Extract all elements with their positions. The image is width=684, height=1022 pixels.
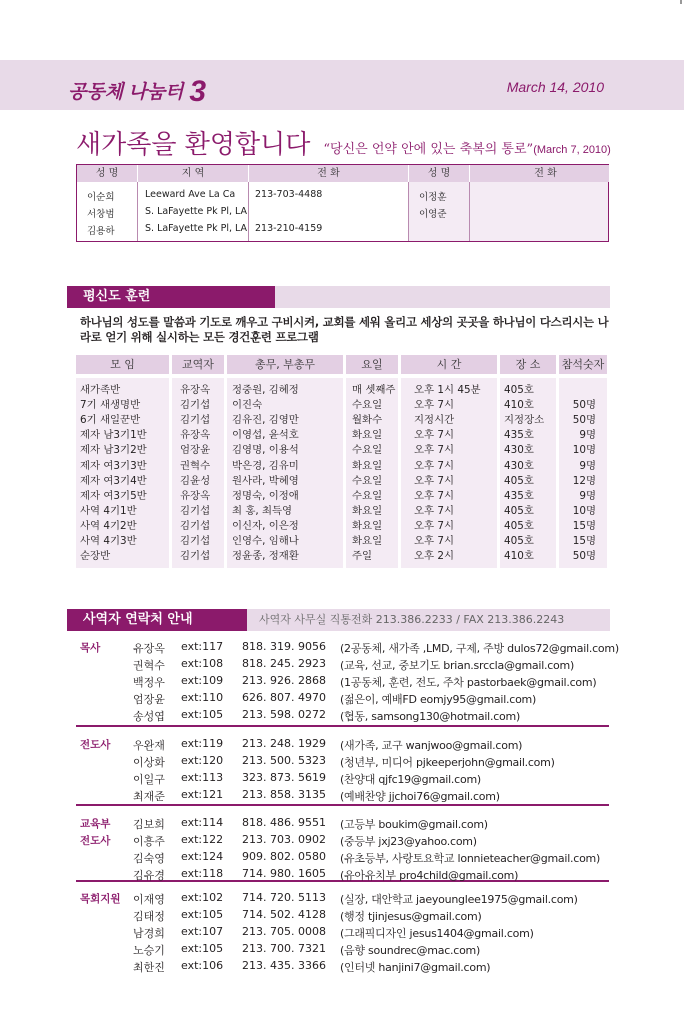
new-family-header: 전 화 bbox=[249, 165, 408, 182]
contact-ext: ext:121 bbox=[181, 788, 224, 802]
contact-ext: ext:114 bbox=[181, 816, 224, 829]
office-phone: 사역자 사무실 직통전화 213.386.2233 / FAX 213.386.2243 bbox=[247, 609, 610, 631]
contact-name: 송성엽 bbox=[133, 710, 165, 724]
contact-note[interactable]: (예배찬양 jjchoi76@gmail.com) bbox=[340, 790, 500, 804]
new-family-phone: 213-210-4159 bbox=[255, 223, 323, 234]
training-cell-day: 화요일 bbox=[352, 459, 383, 472]
training-cell-place: 405호 bbox=[504, 384, 534, 396]
training-header-cell: 요일 bbox=[346, 355, 398, 374]
training-cell-count: 12명 bbox=[572, 474, 596, 487]
new-family-header: 지 역 bbox=[138, 165, 248, 182]
contact-note[interactable]: (인터넷 hanjini7@gmail.com) bbox=[340, 961, 491, 975]
contact-group-divider bbox=[76, 725, 609, 727]
contact-name: 김숙영 bbox=[133, 852, 165, 866]
contact-role: 전도사 bbox=[80, 739, 111, 751]
contact-ext: ext:105 bbox=[181, 908, 224, 922]
contact-note[interactable]: (청년부, 미디어 pjkeeperjohn@gmail.com) bbox=[340, 756, 555, 770]
training-cell-time: 오후 7시 bbox=[414, 429, 455, 442]
training-cell-day: 매 셋째주 bbox=[352, 384, 396, 396]
contact-role: 목회지원 bbox=[80, 893, 121, 905]
contact-name: 김유경 bbox=[133, 869, 165, 883]
contact-phone: 213. 248. 1929 bbox=[242, 737, 326, 750]
welcome-heading bbox=[76, 124, 611, 161]
contact-name: 유장옥 bbox=[133, 642, 165, 655]
contact-phone: 818. 245. 2923 bbox=[242, 657, 326, 671]
contact-note[interactable]: (교육, 선교, 중보기도 brian.srccla@gmail.com) bbox=[340, 659, 575, 673]
training-cell-day: 화요일 bbox=[352, 504, 383, 517]
training-cell-group: 사역 4기2반 bbox=[80, 519, 137, 532]
training-cell-count: 15명 bbox=[572, 535, 596, 547]
column-divider bbox=[469, 182, 470, 241]
contact-name: 이상화 bbox=[133, 756, 165, 770]
welcome-quote-date: (March 7, 2010) bbox=[533, 144, 611, 156]
welcome-title: 새가족을 환영합니다 bbox=[76, 130, 311, 160]
contact-name: 이일구 bbox=[133, 773, 165, 787]
training-cell-count: 50명 bbox=[572, 399, 596, 412]
training-cell-place: 410호 bbox=[504, 550, 534, 563]
contacts-title-bar bbox=[67, 609, 610, 631]
contact-ext: ext:119 bbox=[181, 737, 224, 750]
contact-phone: 213. 700. 7321 bbox=[242, 942, 326, 956]
new-family-area: Leeward Ave La Ca bbox=[145, 189, 236, 200]
contact-role: 목사 bbox=[80, 642, 101, 654]
contact-phone: 213. 703. 0902 bbox=[242, 833, 326, 847]
contact-note[interactable]: (찬양대 qjfc19@gmail.com) bbox=[340, 773, 481, 787]
new-family-area: S. LaFayette Pk Pl, LA bbox=[145, 223, 248, 234]
contact-phone: 714. 502. 4128 bbox=[242, 908, 326, 922]
training-cell-place: 435호 bbox=[504, 489, 534, 502]
training-cell-time: 오후 7시 bbox=[414, 459, 455, 472]
training-cell-leaders: 김유진, 김영만 bbox=[232, 414, 299, 427]
training-cell-pastor: 유장옥 bbox=[180, 384, 211, 396]
contact-ext: ext:118 bbox=[181, 867, 224, 881]
contact-ext: ext:109 bbox=[181, 674, 224, 688]
contact-name: 최재준 bbox=[133, 790, 165, 804]
contact-ext: ext:102 bbox=[181, 891, 224, 904]
contact-role: 전도사 bbox=[80, 835, 111, 847]
contact-name: 엄장윤 bbox=[133, 693, 165, 707]
contact-note[interactable]: (협동, samsong130@hotmail.com) bbox=[340, 710, 520, 724]
contact-name: 백정우 bbox=[133, 676, 165, 690]
contact-ext: ext:105 bbox=[181, 708, 224, 722]
training-header-cell: 총무, 부총무 bbox=[227, 355, 343, 374]
training-cell-place: 410호 bbox=[504, 399, 534, 412]
section-name: 공동체 나눔터 bbox=[68, 82, 184, 103]
contact-note[interactable]: (행정 tjinjesus@gmail.com) bbox=[340, 910, 482, 924]
training-cell-pastor: 김기섭 bbox=[180, 535, 211, 547]
training-cell-pastor: 유장옥 bbox=[180, 489, 211, 502]
contact-phone: 909. 802. 0580 bbox=[242, 850, 326, 864]
new-family-header: 성 명 bbox=[77, 165, 137, 182]
contact-name: 이재영 bbox=[133, 893, 165, 906]
contact-role: 교육부 bbox=[80, 818, 111, 830]
contact-phone: 714. 980. 1605 bbox=[242, 867, 326, 881]
training-cell-day: 월화수 bbox=[352, 414, 383, 427]
training-title-bar bbox=[67, 286, 610, 308]
training-cell-pastor: 권혁수 bbox=[180, 459, 211, 472]
training-cell-time: 지정시간 bbox=[414, 414, 455, 427]
training-cell-day: 주일 bbox=[352, 550, 373, 563]
training-cell-group: 순장반 bbox=[80, 550, 111, 563]
contact-ext: ext:113 bbox=[181, 771, 224, 785]
training-cell-count: 15명 bbox=[572, 519, 596, 532]
training-cell-leaders: 정윤종, 정재환 bbox=[232, 550, 299, 563]
contact-phone: 213. 926. 2868 bbox=[242, 674, 326, 688]
corner-mark bbox=[680, 0, 682, 4]
section-title bbox=[68, 72, 206, 106]
contact-ext: ext:110 bbox=[181, 691, 224, 705]
training-cell-place: 405호 bbox=[504, 519, 534, 532]
training-cell-day: 화요일 bbox=[352, 535, 383, 547]
training-cell-day: 수요일 bbox=[352, 489, 383, 502]
training-cell-pastor: 김기섭 bbox=[180, 414, 211, 427]
contact-phone: 626. 807. 4970 bbox=[242, 691, 326, 705]
training-cell-place: 405호 bbox=[504, 474, 534, 487]
training-header-cell: 참석숫자 bbox=[559, 355, 607, 374]
training-cell-leaders: 인영수, 임해나 bbox=[232, 535, 299, 547]
training-title: 평신도 훈련 bbox=[67, 286, 275, 308]
training-cell-leaders: 최 홍, 최득영 bbox=[232, 504, 293, 517]
issue-date: March 14, 2010 bbox=[506, 79, 604, 95]
new-family-header: 성 명 bbox=[409, 165, 469, 182]
training-cell-time: 오후 7시 bbox=[414, 444, 455, 457]
new-family-phone: 213-703-4488 bbox=[255, 189, 323, 200]
training-cell-leaders: 이진숙 bbox=[232, 399, 263, 412]
training-cell-group: 6기 새일꾼반 bbox=[80, 414, 141, 427]
contact-phone: 714. 720. 5113 bbox=[242, 891, 326, 904]
welcome-quote: “당신은 언약 안에 있는 축복의 통로” bbox=[323, 142, 534, 157]
training-cell-time: 오후 7시 bbox=[414, 489, 455, 502]
training-cell-group: 제자 여3기4반 bbox=[80, 474, 147, 487]
contact-name: 이흥주 bbox=[133, 835, 165, 849]
training-cell-group: 7기 새생명반 bbox=[80, 399, 141, 412]
training-title-band bbox=[275, 286, 610, 308]
new-family-name: 서창범 bbox=[87, 209, 115, 220]
training-cell-count: 9명 bbox=[579, 459, 596, 472]
training-cell-pastor: 김윤성 bbox=[180, 474, 211, 487]
training-header-cell: 모 임 bbox=[76, 355, 169, 374]
training-cell-time: 오후 7시 bbox=[414, 535, 455, 547]
column-divider bbox=[137, 182, 138, 241]
training-intro: 하나님의 성도를 말씀과 기도로 깨우고 구비시켜, 교회를 세워 올리고 세상의 곳곳을 하나님이 다스리시는 나라로 얻기 위해 실시하는 모든 경건훈련 프로그램 bbox=[80, 315, 609, 344]
training-cell-count: 50명 bbox=[572, 414, 596, 427]
training-cell-time: 오후 7시 bbox=[414, 519, 455, 532]
training-cell-leaders: 정명숙, 이정애 bbox=[232, 489, 299, 502]
contact-name: 노승기 bbox=[133, 944, 165, 958]
contact-phone: 323. 873. 5619 bbox=[242, 771, 326, 785]
new-family-table bbox=[76, 164, 609, 242]
training-cell-time: 오후 7시 bbox=[414, 504, 455, 517]
contact-phone: 213. 435. 3366 bbox=[242, 959, 326, 973]
training-cell-leaders: 이영섭, 윤석호 bbox=[232, 429, 299, 442]
contact-ext: ext:120 bbox=[181, 754, 224, 768]
contact-note[interactable]: (그래픽디자인 jesus1404@gmail.com) bbox=[340, 927, 534, 941]
training-cell-group: 제자 남3기2반 bbox=[80, 444, 147, 457]
contact-phone: 818. 486. 9551 bbox=[242, 816, 326, 829]
training-cell-place: 435호 bbox=[504, 429, 534, 442]
training-cell-leaders: 정중원, 김혜정 bbox=[232, 384, 299, 396]
training-cell-pastor: 김기섭 bbox=[180, 550, 211, 563]
training-cell-day: 화요일 bbox=[352, 519, 383, 532]
training-cell-group: 제자 여3기3반 bbox=[80, 459, 147, 472]
contact-phone: 213. 598. 0272 bbox=[242, 708, 326, 722]
training-cell-count: 10명 bbox=[572, 444, 596, 457]
training-cell-day: 수요일 bbox=[352, 474, 383, 487]
training-cell-pastor: 김기섭 bbox=[180, 399, 211, 412]
training-cell-group: 제자 여3기5반 bbox=[80, 489, 147, 502]
contact-phone: 213. 500. 5323 bbox=[242, 754, 326, 768]
training-cell-place: 지정장소 bbox=[504, 414, 545, 427]
contact-ext: ext:107 bbox=[181, 925, 224, 939]
training-cell-leaders: 이신자, 이은정 bbox=[232, 519, 299, 532]
column-divider bbox=[408, 182, 409, 241]
contact-phone: 213. 705. 0008 bbox=[242, 925, 326, 939]
training-cell-group: 사역 4기1반 bbox=[80, 504, 137, 517]
contact-ext: ext:106 bbox=[181, 959, 224, 973]
training-cell-place: 430호 bbox=[504, 444, 534, 457]
training-cell-group: 새가족반 bbox=[80, 384, 121, 396]
contact-name: 김태정 bbox=[133, 910, 165, 924]
column-divider bbox=[248, 182, 249, 241]
training-cell-pastor: 김기섭 bbox=[180, 519, 211, 532]
contact-note[interactable]: (새가족, 교구 wanjwoo@gmail.com) bbox=[340, 739, 523, 752]
training-cell-count: 9명 bbox=[579, 429, 596, 442]
training-cell-day: 화요일 bbox=[352, 429, 383, 442]
training-cell-leaders: 원사라, 박혜영 bbox=[232, 474, 299, 487]
training-cell-place: 405호 bbox=[504, 504, 534, 517]
contact-note[interactable]: (유아유치부 pro4child@gmail.com) bbox=[340, 869, 519, 883]
new-family-name: 이정훈 bbox=[419, 192, 447, 203]
training-cell-leaders: 김영명, 이용석 bbox=[232, 444, 299, 457]
contact-name: 김보희 bbox=[133, 818, 165, 831]
contact-ext: ext:108 bbox=[181, 657, 224, 671]
training-cell-time: 오후 7시 bbox=[414, 399, 455, 412]
training-cell-time: 오후 7시 bbox=[414, 474, 455, 487]
new-family-header: 전 화 bbox=[482, 165, 609, 182]
training-header-cell: 시 간 bbox=[401, 355, 497, 374]
training-cell-group: 제자 남3기1반 bbox=[80, 429, 147, 442]
training-cell-day: 수요일 bbox=[352, 399, 383, 412]
training-cell-group: 사역 4기3반 bbox=[80, 535, 137, 547]
training-cell-pastor: 유장옥 bbox=[180, 429, 211, 442]
training-cell-day: 수요일 bbox=[352, 444, 383, 457]
new-family-area: S. LaFayette Pk Pl, LA bbox=[145, 206, 248, 217]
training-cell-place: 430호 bbox=[504, 459, 534, 472]
training-cell-count: 9명 bbox=[579, 489, 596, 502]
training-header-cell: 교역자 bbox=[172, 355, 224, 374]
training-cell-leaders: 박은경, 김유미 bbox=[232, 459, 299, 472]
contact-name: 최한진 bbox=[133, 961, 165, 975]
training-cell-time: 오후 2시 bbox=[414, 550, 455, 563]
new-family-name: 이순희 bbox=[87, 192, 115, 203]
contact-note[interactable]: (유초등부, 사랑토요학교 lonnieteacher@gmail.com) bbox=[340, 852, 601, 866]
contact-note[interactable]: (1공동체, 훈련, 전도, 주차 pastorbaek@gmail.com) bbox=[340, 676, 597, 690]
contact-name: 우완재 bbox=[133, 739, 165, 752]
contact-ext: ext:124 bbox=[181, 850, 224, 864]
contact-ext: ext:122 bbox=[181, 833, 224, 847]
training-header-cell: 장 소 bbox=[500, 355, 556, 374]
training-cell-pastor: 김기섭 bbox=[180, 504, 211, 517]
training-cell-count: 50명 bbox=[572, 550, 596, 563]
contacts-title: 사역자 연락처 안내 bbox=[67, 609, 247, 631]
contact-note[interactable]: (실장, 대안학교 jaeyounglee1975@gmail.com) bbox=[340, 893, 578, 906]
contact-phone: 818. 319. 9056 bbox=[242, 640, 326, 653]
contact-note[interactable]: (2공동체, 새가족 ,LMD, 구제, 주방 dulos72@gmail.com) bbox=[340, 642, 619, 655]
training-cell-time: 오후 1시 45분 bbox=[414, 384, 481, 396]
new-family-name: 이영준 bbox=[419, 209, 447, 220]
contact-note[interactable]: (중등부 jxj23@yahoo.com) bbox=[340, 835, 477, 849]
contact-phone: 213. 858. 3135 bbox=[242, 788, 326, 802]
section-number: 3 bbox=[189, 75, 207, 108]
training-cell-pastor: 엄장윤 bbox=[180, 444, 211, 457]
training-cell-place: 405호 bbox=[504, 535, 534, 547]
contact-note[interactable]: (음향 soundrec@mac.com) bbox=[340, 944, 481, 958]
contact-note[interactable]: (고등부 boukim@gmail.com) bbox=[340, 818, 488, 831]
new-family-name: 김용하 bbox=[87, 226, 115, 237]
contact-ext: ext:117 bbox=[181, 640, 224, 653]
contact-name: 권혁수 bbox=[133, 659, 165, 673]
contact-ext: ext:105 bbox=[181, 942, 224, 956]
training-cell-count: 10명 bbox=[572, 504, 596, 517]
contact-name: 남경희 bbox=[133, 927, 165, 941]
contact-note[interactable]: (젊은이, 예배FD eomjy95@gmail.com) bbox=[340, 693, 537, 707]
